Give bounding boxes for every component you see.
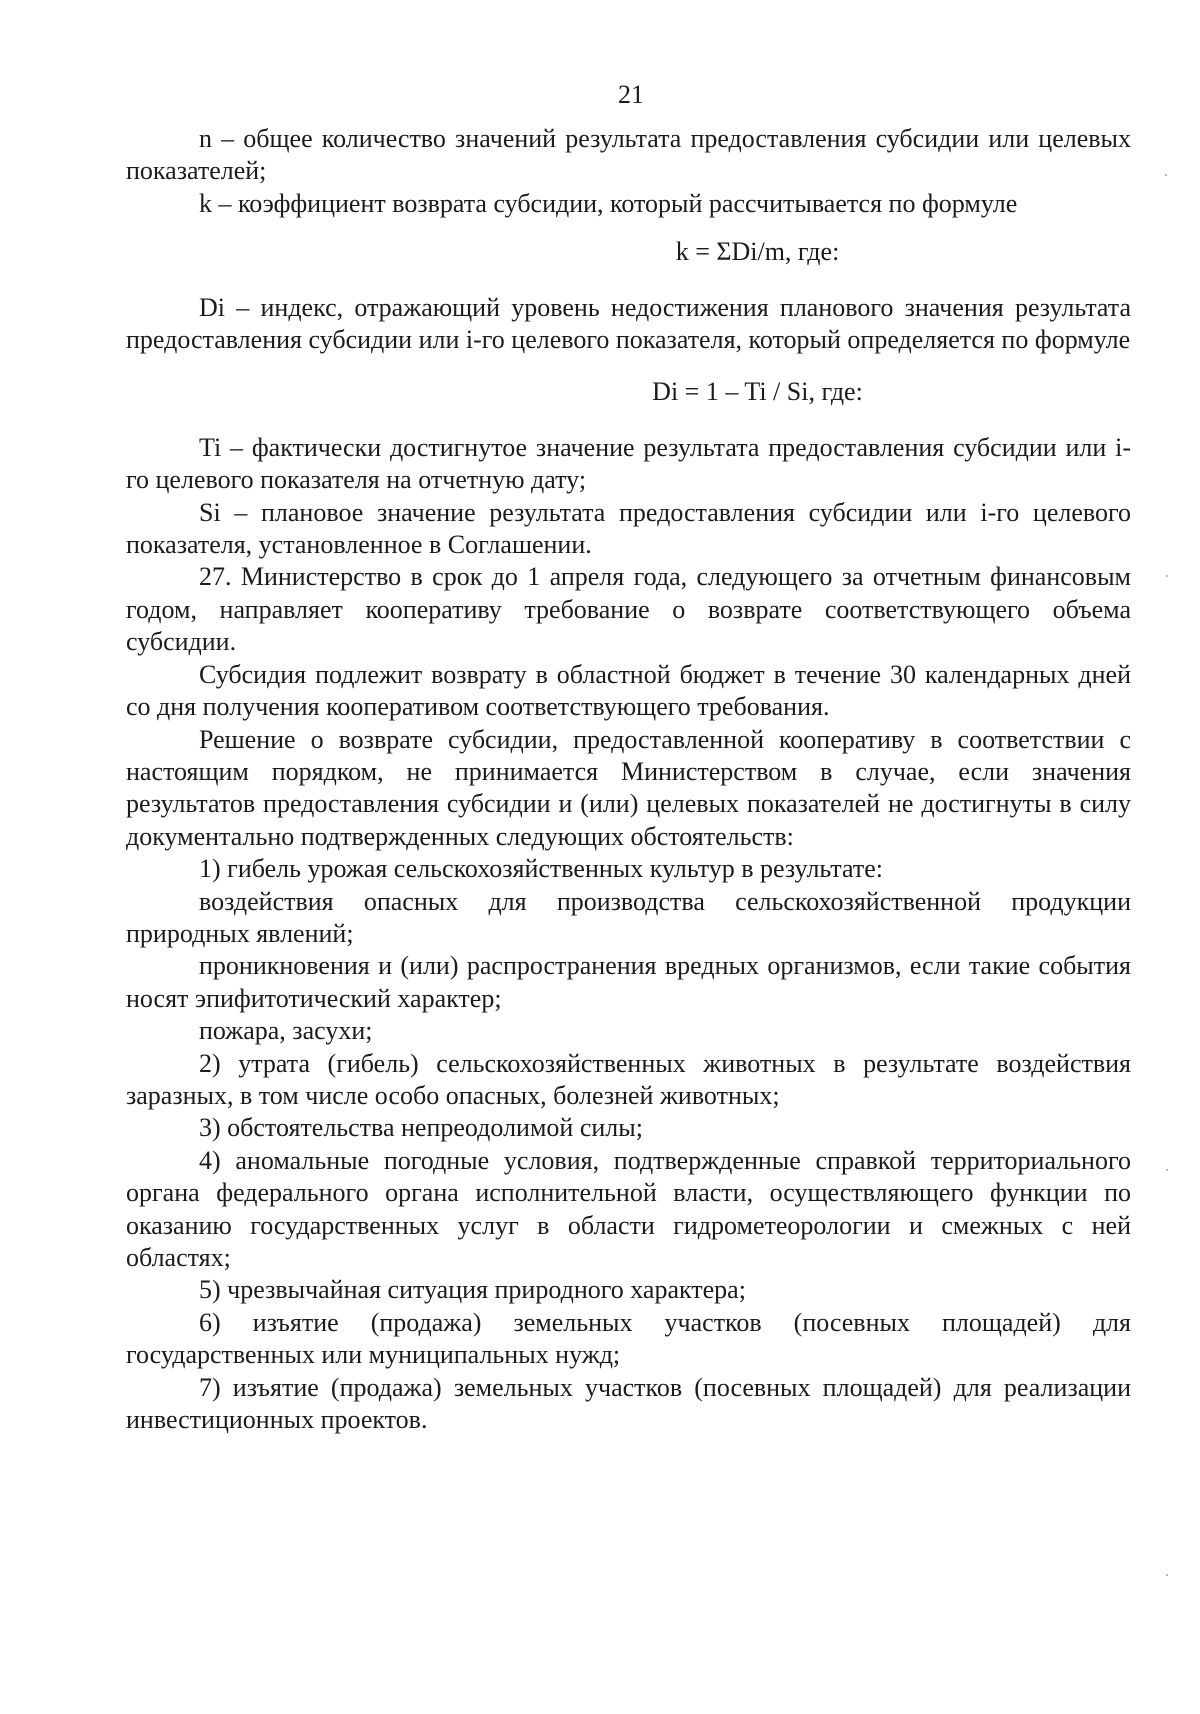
paragraph-k-definition: k – коэффициент возврата субсидии, который рассчитывается по формуле	[199, 188, 1018, 218]
list-item-7: 7) изъятие (продажа) земельных участков (посевных площадей) для реализации инвестиционных проектов.	[126, 1372, 1131, 1435]
list-item-3: 3) обстоятельства непреодолимой силы;	[199, 1113, 643, 1143]
list-item-2: 2) утрата (гибель) сельскохозяйственных животных в результате воздействия заразных, в том числе особо опасных, болезней животных;	[126, 1048, 1131, 1110]
paragraph-di-definition: Di – индекс, отражающий уровень недостижения планового значения результата предоставления субсидии или i-го целевого показателя, который определяется по формуле	[126, 292, 1131, 355]
paragraph-return-exceptions: Решение о возврате субсидии, предоставленной кооперативу в соответствии с настоящим порядком, не принимается Министерством в случае, если значения результатов предоставления субсидии и (или) целевых показателей не достигнуты в силу документально подтвержденных следующих обстоятельств:	[126, 724, 1131, 851]
list-subitem-fire-drought: пожара, засухи;	[199, 1016, 373, 1046]
paragraph-si-definition: Si – плановое значение результата предоставления субсидии или i-го целевого показателя, установленное в Соглашении.	[126, 497, 1131, 560]
scan-speck	[1166, 1574, 1168, 1576]
list-item-6: 6) изъятие (продажа) земельных участков (посевных площадей) для государственных или муниципальных нужд;	[126, 1307, 1131, 1370]
list-subitem-natural-phenomena: воздействия опасных для производства сельскохозяйственной продукции природных явлений;	[126, 886, 1131, 948]
paragraph-item-27: 27. Министерство в срок до 1 апреля года, следующего за отчетным финансовым годом, направляет кооперативу требование о возврате соответствующего объема субсидии.	[126, 562, 1131, 657]
list-item-5: 5) чрезвычайная ситуация природного характера;	[199, 1275, 746, 1305]
list-subitem-pests: проникновения и (или) распространения вредных организмов, если такие события носят эпифитотический характер;	[126, 951, 1131, 1013]
scan-speck	[1166, 575, 1168, 577]
list-item-4: 4) аномальные погодные условия, подтвержденные справкой территориального органа федерального органа исполнительной власти, осуществляющего функции по оказанию государственных услуг в области гидрометеорологии и смежных с ней областях;	[126, 1145, 1131, 1272]
paragraph-ti-definition: Ti – фактически достигнутое значение результата предоставления субсидии или i-го целевого показателя на отчетную дату;	[126, 432, 1131, 495]
paragraph-return-deadline: Субсидия подлежит возврату в областной бюджет в течение 30 календарных дней со дня получения кооперативом соответствующего требования.	[126, 659, 1131, 722]
list-item-1: 1) гибель урожая сельскохозяйственных культур в результате:	[199, 854, 883, 884]
document-body	[126, 123, 1131, 1436]
scan-speck	[1165, 174, 1167, 176]
paragraph-n-definition: n – общее количество значений результата предоставления субсидии или целевых показателей;	[126, 124, 1131, 186]
scan-speck	[1166, 1169, 1168, 1171]
page-number: 21	[618, 80, 644, 109]
formula-di: Di = 1 – Ti / Si, где:	[652, 377, 863, 407]
formula-k: k = ΣDi/m, где:	[675, 237, 840, 267]
